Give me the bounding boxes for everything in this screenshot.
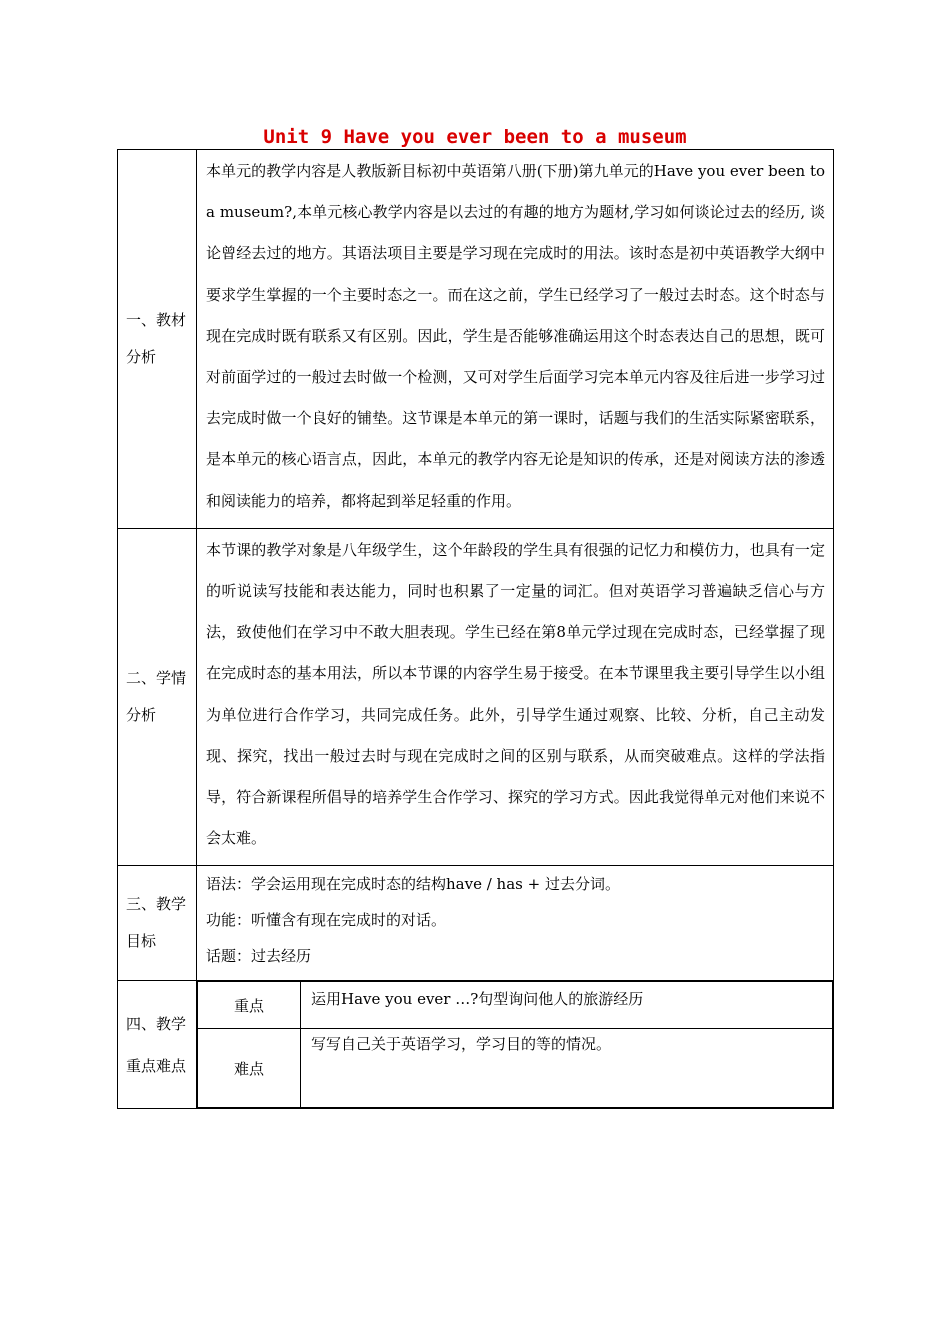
goals-row <box>118 866 834 981</box>
students-row <box>118 528 834 866</box>
goal-grammar: 语法：学会运用现在完成时态的结构have / has + 过去分词。 <box>206 875 620 894</box>
difficult-point-row <box>198 1029 833 1108</box>
focus-label: 四、教学重点难点 <box>126 1014 187 1075</box>
materials-label: 一、教材分析 <box>126 310 187 366</box>
difficult-point-label: 难点 <box>198 1029 301 1108</box>
materials-row <box>118 150 834 529</box>
students-label: 二、学情分析 <box>126 669 187 725</box>
key-point-row <box>198 982 833 1029</box>
goals-label: 三、教学目标 <box>126 895 187 951</box>
document-title: Unit 9 Have you ever been to a museum <box>263 126 687 148</box>
students-text: 本节课的教学对象是八年级学生，这个年龄段的学生具有很强的记忆力和模仿力，也具有一定的听说读写技能和表达能力，同时也积累了一定量的词汇。但对英语学习普遍缺乏信心与方法，致使他们在学习中不敢大胆表现。学生已经在第8单元学过现在完成时态，已经掌握了现在完成时态的基本用法，所以本节课的内容学生易于接受。在本节课里我主要引导学生以小组为单位进行合作学习，共同完成任务。此外，引导学生通过观察、比较、分析，自己主动发现、探究，找出一般过去时与现在完成时之间的区别与联系，从而突破难点。这样的学法指导，符合新课程所倡导的培养学生合作学习、探究的学习方式。因此我觉得单元对他们来说不会太难。 <box>197 528 834 866</box>
key-point-text: 运用Have you ever …?句型询问他人的旅游经历 <box>301 982 833 1029</box>
focus-row <box>118 981 834 1109</box>
students-label-cell <box>118 528 197 866</box>
materials-label-cell <box>118 150 197 529</box>
focus-inner-table <box>197 981 833 1108</box>
goal-function: 功能：听懂含有现在完成时的对话。 <box>206 911 447 930</box>
lesson-plan-table <box>117 149 834 1109</box>
focus-detail-cell <box>197 981 834 1109</box>
difficult-point-text: 写写自己关于英语学习，学习目的等的情况。 <box>301 1029 833 1108</box>
focus-label-cell <box>118 981 197 1109</box>
key-point-label: 重点 <box>198 982 301 1029</box>
materials-text: 本单元的教学内容是人教版新目标初中英语第八册(下册)第九单元的Have you ever been to a museum?,本单元核心教学内容是以去过的有趣的地方为题材,学习如何谈论过去的经历, 谈论曾经去过的地方。其语法项目主要是学习现在完成时的用法。该时态是初中英语教学大纲中要求学生掌握的一个主要时态之一。而在这之前，学生已经学习了一般过去时态。这个时态与现在完成时既有联系又有区别。因此，学生是否能够准确运用这个时态表达自己的思想，既可对前面学过的一般过去时做一个检测，又可对学生后面学习完本单元内容及往后进一步学习过去完成时做一个良好的铺垫。这节课是本单元的第一课时，话题与我们的生活实际紧密联系，是本单元的核心语言点，因此，本单元的教学内容无论是知识的传承，还是对阅读方法的渗透和阅读能力的培养，都将起到举足轻重的作用。 <box>197 150 834 529</box>
goal-topic: 话题：过去经历 <box>206 947 312 966</box>
goals-label-cell <box>118 866 197 981</box>
goals-text <box>197 866 834 981</box>
